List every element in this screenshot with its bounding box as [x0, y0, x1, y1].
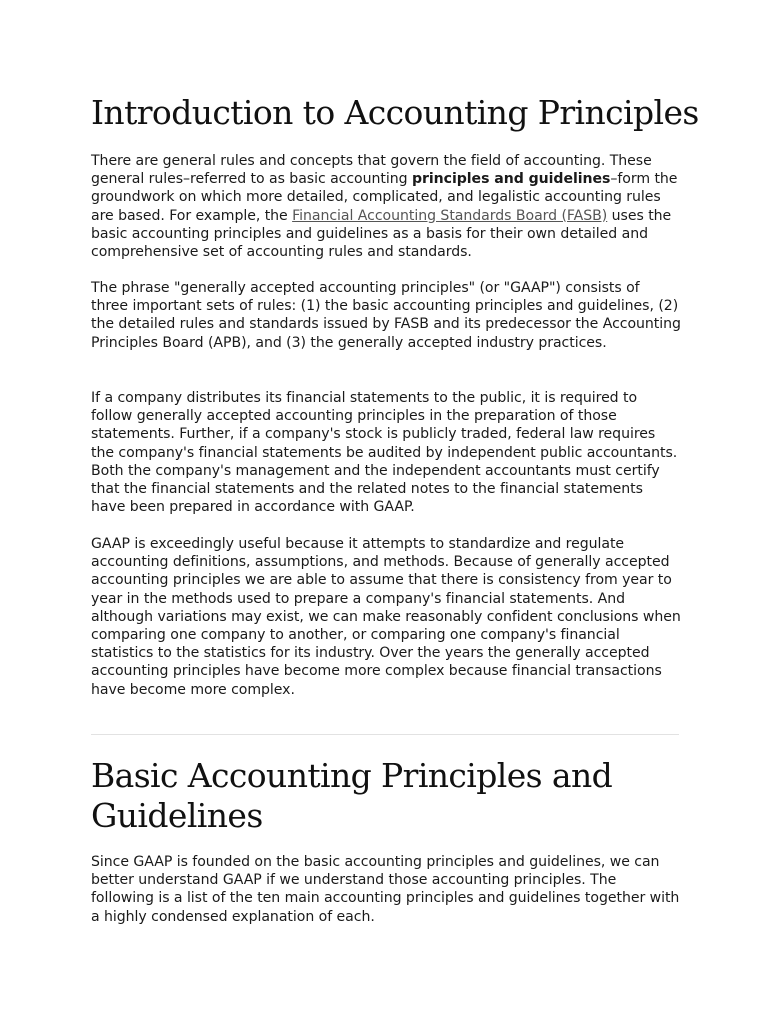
gaap-definition-paragraph: The phrase "generally accepted accounting principles" (or "GAAP") consists of three important sets of rules: (1) the basic accounting principles and guidelines, (2) the detailed rules and standards issued by FASB and its predecessor the Accounting Principles Board (APB), and (3) the generally accepted industry practices. — [91, 280, 681, 351]
intro-text-start: There are general rules and concepts that govern the field of accounting. These general rules–referred to as basic accounting — [91, 153, 652, 188]
section-heading-introduction: Introduction to Accounting Principles — [91, 93, 699, 132]
public-statements-paragraph: If a company distributes its financial statements to the public, it is required to follow generally accepted accounting principles in the preparation of those statements. Further, if a company's stock is publicly traded, federal law requires the company's financial statements be audited by independent public accountants. Both the company's management and the independent accountants must certify that the financial statements and the related notes to the financial statements have been prepared in accordance with GAAP. — [91, 390, 678, 516]
basic-principles-intro-paragraph: Since GAAP is founded on the basic accounting principles and guidelines, we can better understand GAAP if we understand those accounting principles. The following is a list of the ten main accounting principles and guidelines together with a highly condensed explanation of each. — [91, 854, 680, 925]
intro-paragraph — [91, 152, 681, 261]
gaap-usefulness-paragraph: GAAP is exceedingly useful because it attempts to standardize and regulate accounting definitions, assumptions, and methods. Because of generally accepted accounting principles we are able to assume that there is consistency from year to year in the methods used to prepare a company's financial statements. And although variations may exist, we can make reasonably confident conclusions when comparing one company to another, or comparing one company's financial statistics to the statistics for its industry. Over the years the generally accepted accounting principles have become more complex because financial transactions have become more complex. — [91, 536, 681, 698]
fasb-link[interactable]: Financial Accounting Standards Board (FASB) — [292, 207, 608, 224]
bold-term-principles: principles and guidelines — [411, 171, 611, 188]
intro-text-end: uses the basic accounting principles and guidelines as a basis for their own detailed and comprehensive set of accounting rules and standards. — [91, 207, 672, 261]
intro-text-middle: –form the groundwork on which more detailed, complicated, and legalistic accounting rules are based. For example, the — [91, 171, 678, 224]
section-divider — [91, 734, 679, 735]
section-heading-basic-principles: Basic Accounting Principles and Guidelines — [91, 756, 613, 835]
